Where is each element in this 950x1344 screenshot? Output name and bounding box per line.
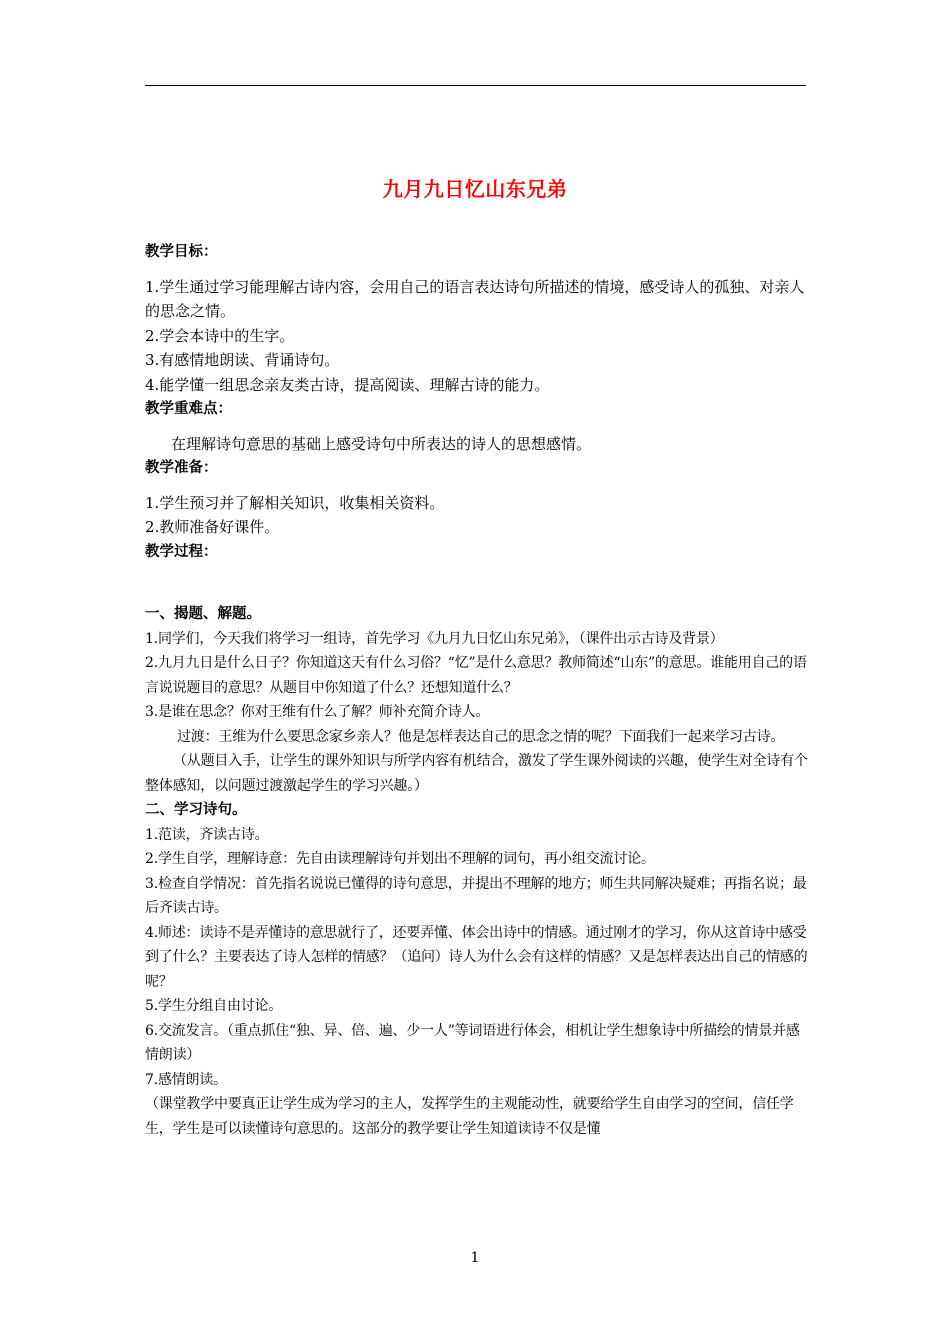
section-heading-goals: 教学目标： — [145, 244, 218, 260]
part1-item: 3.是谁在思念？你对王维有什么了解？师补充简介诗人。 — [145, 704, 490, 720]
section-heading-process: 教学过程： — [145, 543, 218, 560]
goal-item: 3.有感情地朗读、背诵诗句。 — [145, 351, 340, 369]
part1-note: （从题目入手，让学生的课外知识与所学内容有机结合，激发了学生课外阅读的兴趣，使学生对全诗有个整体感知，以问题过渡激起学生的学习兴趣。） — [145, 753, 808, 794]
part2-item: 7.感情朗读。 — [145, 1071, 227, 1088]
part2-note: （课堂教学中要真正让学生成为学习的主人，发挥学生的主观能动性，就要给学生自由学习的空间，信任学生，学生是可以读懂诗句意思的。这部分的教学要让学生知道读诗不仅是懂 — [145, 1096, 794, 1137]
section-heading-prep: 教学准备： — [145, 460, 218, 476]
part1-heading: 一、揭题、解题。 — [145, 606, 261, 622]
part1-item: 2.九月九日是什么日子？你知道这天有什么习俗？“忆”是什么意思？教师简述“山东”的意思。谁能用自己的语言说说题目的意思？从题目中你知道了什么？还想知道什么？ — [145, 655, 807, 696]
section-heading-key: 教学重难点： — [145, 401, 232, 417]
part2-item: 5.学生分组自由讨论。 — [145, 998, 283, 1014]
goal-item: 1.学生通过学习能理解古诗内容，会用自己的语言表达诗句所描述的情境，感受诗人的孤独、对亲人的思念之情。 — [145, 277, 805, 320]
part2-item: 1.范读，齐读古诗。 — [145, 826, 269, 843]
part1-transition: 过渡：王维为什么要思念家乡亲人？他是怎样表达自己的思念之情的呢？下面我们一起来学习古诗。 — [177, 728, 785, 745]
part2-item: 4.师述：读诗不是弄懂诗的意思就行了，还要弄懂、体会出诗中的情感。通过刚才的学习，你从这首诗中感受到了什么？主要表达了诗人怎样的情感？（追问）诗人为什么会有这样的情感？又是怎样表达出自己的情感的呢？ — [145, 924, 808, 990]
part2-item: 3.检查自学情况：首先指名说说已懂得的诗句意思，并提出不理解的地方；师生共同解决疑难；再指名说；最后齐读古诗。 — [145, 875, 807, 916]
goal-item: 2.学会本诗中的生字。 — [145, 326, 295, 345]
part2-item: 2.学生自学，理解诗意：先自由读理解诗句并划出不理解的词句，再小组交流讨论。 — [145, 851, 655, 867]
document-body — [145, 240, 813, 1141]
prep-item: 2.教师准备好课件。 — [145, 518, 280, 536]
document-title: 九月九日忆山东兄弟 — [382, 177, 568, 201]
key-text: 在理解诗句意思的基础上感受诗句中所表达的诗人的思想感情。 — [171, 434, 592, 453]
page-number: 1 — [470, 1250, 480, 1266]
part2-item: 6.交流发言。（重点抓住“独、异、倍、遍、少一人”等词语进行体会，相机让学生想象诗中所描绘的情景并感情朗读） — [145, 1022, 800, 1063]
part1-item: 1.同学们，今天我们将学习一组诗，首先学习《九月九日忆山东兄弟》，（课件出示古诗及背景） — [145, 630, 724, 647]
header-rule — [145, 85, 806, 86]
prep-item: 1.学生预习并了解相关知识，收集相关资料。 — [145, 493, 445, 512]
goal-item: 4.能学懂一组思念亲友类古诗，提高阅读、理解古诗的能力。 — [145, 375, 550, 394]
part2-heading: 二、学习诗句。 — [145, 802, 247, 818]
